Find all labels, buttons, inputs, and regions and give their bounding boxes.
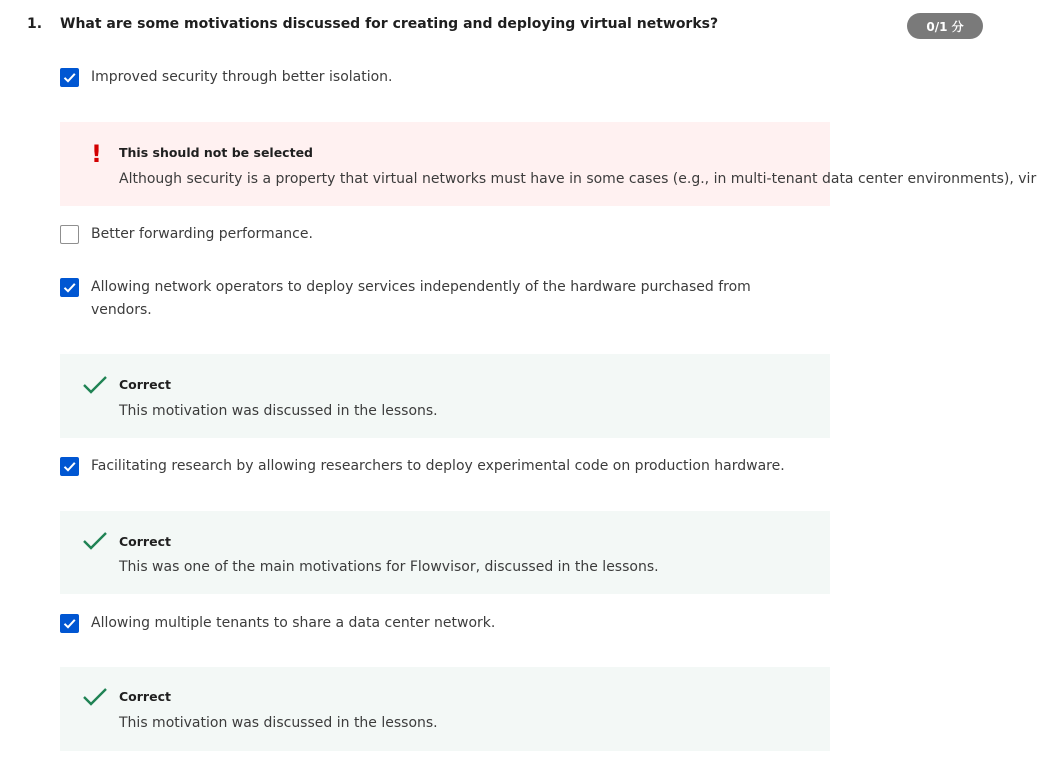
option-checkbox[interactable] (60, 457, 79, 476)
option-checkbox[interactable] (60, 614, 79, 633)
feedback-body: This motivation was discussed in the lessons. (119, 715, 438, 731)
option-checkbox[interactable] (60, 225, 79, 244)
option-checkbox[interactable] (60, 278, 79, 297)
check-icon (62, 70, 77, 85)
option-item (60, 277, 791, 322)
feedback-title: This should not be selected (119, 145, 313, 160)
option-item (60, 224, 791, 246)
feedback-correct (60, 667, 830, 751)
option-label: Improved security through better isolation. (91, 69, 393, 85)
score-badge: 0/1 分 (907, 13, 983, 39)
feedback-body: This was one of the main motivations for Flowvisor, discussed in the lessons. (119, 559, 659, 575)
option-label: Allowing multiple tenants to share a data center network. (91, 615, 496, 631)
question-number: 1. (27, 16, 43, 32)
correct-check-icon (82, 530, 108, 552)
correct-check-icon (82, 374, 108, 396)
feedback-title: Correct (119, 689, 171, 704)
option-item (60, 613, 791, 635)
option-item (60, 67, 791, 89)
question-text: What are some motivations discussed for creating and deploying virtual networks? (60, 16, 719, 32)
option-item (60, 456, 851, 478)
option-label: Allowing network operators to deploy services independently of the hardware purchased from vendors. (91, 279, 751, 318)
feedback-correct (60, 354, 830, 438)
check-icon (62, 280, 77, 295)
check-icon (62, 616, 77, 631)
feedback-body: This motivation was discussed in the lessons. (119, 403, 438, 419)
feedback-correct (60, 511, 830, 594)
option-label: Facilitating research by allowing researchers to deploy experimental code on production hardware. (91, 458, 785, 474)
check-icon (62, 459, 77, 474)
option-checkbox[interactable] (60, 68, 79, 87)
option-label: Better forwarding performance. (91, 226, 313, 242)
feedback-incorrect (60, 122, 1037, 206)
feedback-title: Correct (119, 377, 171, 392)
feedback-body: Although security is a property that virtual networks must have in some cases (e.g., in multi-tenant data center environments), vir (119, 171, 1037, 187)
feedback-title: Correct (119, 534, 171, 549)
exclamation-icon: ! (91, 140, 102, 168)
correct-check-icon (82, 686, 108, 708)
